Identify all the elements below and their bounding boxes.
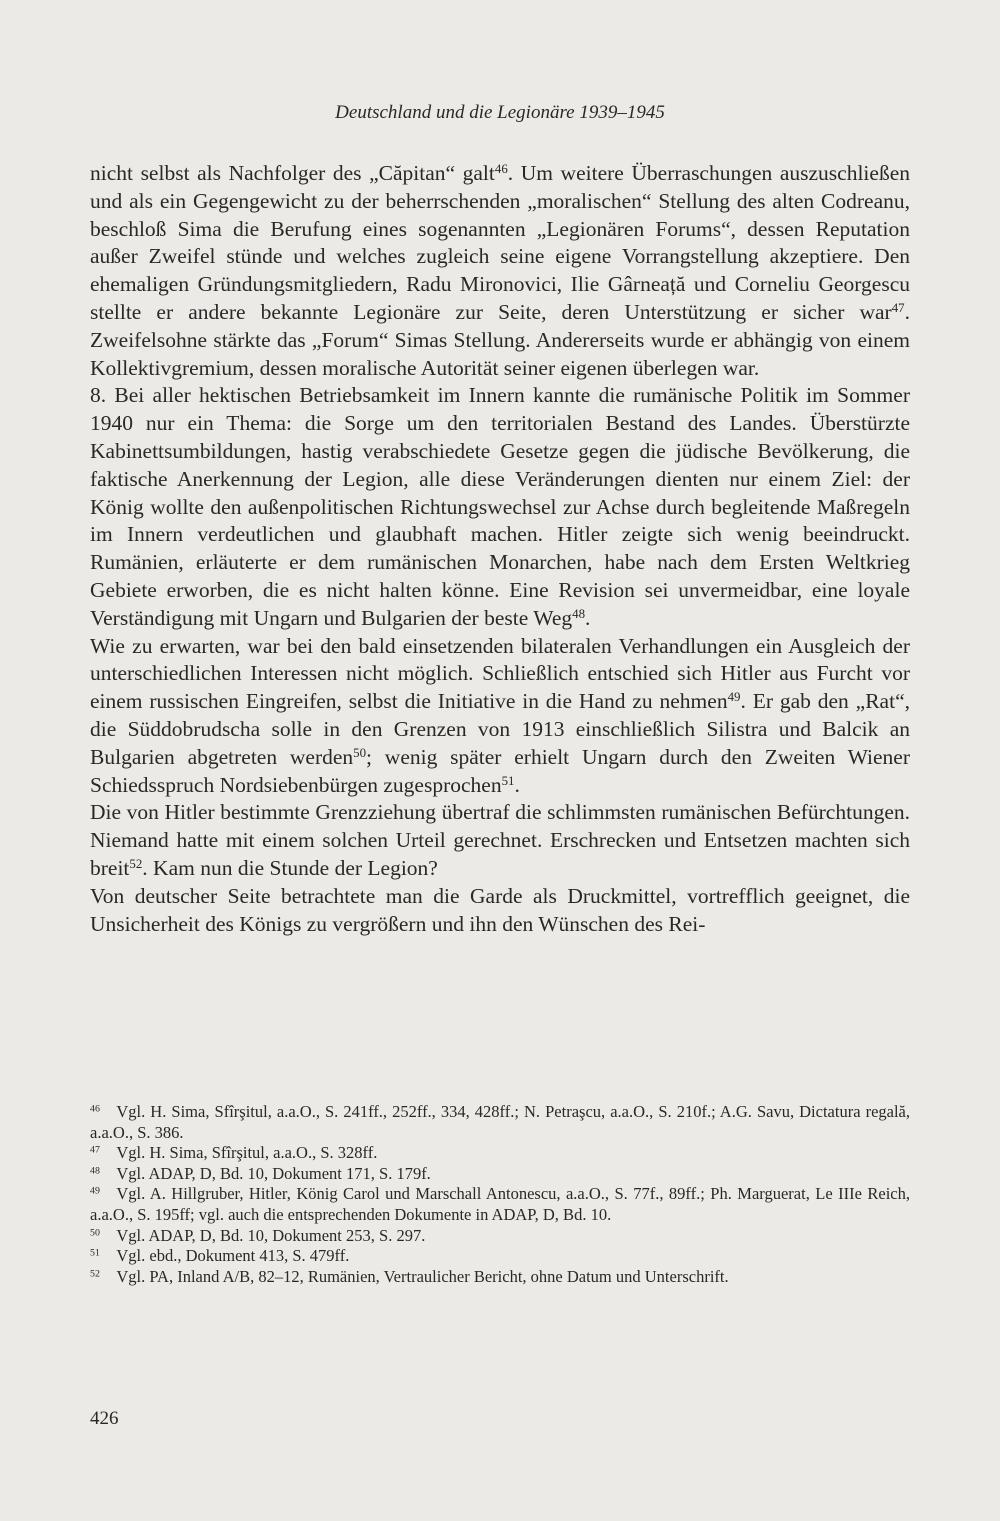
footnote-number: 47	[90, 1144, 100, 1156]
footnote-reference: 49	[727, 690, 741, 705]
footnote-number: 50	[90, 1227, 100, 1239]
footnote-text: Vgl. ADAP, D, Bd. 10, Dokument 253, S. 297.	[116, 1225, 426, 1245]
footnote	[90, 1226, 910, 1247]
text-run: . Um weitere Überraschungen auszuschließen und als ein Gegengewicht zu der beherrschenden „moralischen“ Stellung des alten Codreanu, beschloß Sima die Berufung eines sogenannten „Legionären Forums“, dessen Reputation außer Zweifel stünde und welches zugleich seine eigene Vorrangstellung akzeptiere. Den ehemaligen Gründungsmitgliedern, Radu Mironovici, Ilie Gârneață und Corneliu Georgescu stellte er andere bekannte Legionäre zur Seite, deren Unterstützung er sicher war	[90, 161, 910, 324]
footnote	[90, 1164, 910, 1185]
footnote-reference: 52	[129, 856, 143, 871]
text-run: ; wenig später erhielt Ungarn durch den Zweiten Wiener Schiedsspruch Nordsiebenbürgen zugesprochen	[90, 744, 910, 797]
text-run: . Zweifelsohne stärkte das „Forum“ Simas Stellung. Andererseits wurde er abhängig von einem Kollektivgremium, dessen moralische Autorität seiner eigenen überlegen war.	[90, 299, 910, 380]
footnote	[90, 1143, 910, 1164]
footnote-number: 46	[90, 1103, 100, 1115]
body-paragraph	[90, 160, 910, 382]
body-text	[90, 160, 910, 938]
text-run: Wie zu erwarten, war bei den bald einsetzenden bilateralen Verhandlungen ein Ausgleich der unterschiedlichen Interessen nicht möglich. Schließlich entschied sich Hitler aus Furcht vor einem russischen Eingreifen, selbst die Initiative in die Hand zu nehmen	[90, 633, 910, 714]
footnote-reference: 46	[494, 161, 508, 176]
footnote-number: 52	[90, 1268, 100, 1280]
footnote	[90, 1184, 910, 1225]
text-run: . Kam nun die Stunde der Legion?	[142, 855, 438, 880]
footnote-reference: 48	[572, 606, 586, 621]
body-paragraph	[90, 799, 910, 882]
running-head: Deutschland und die Legionäre 1939–1945	[335, 102, 665, 123]
footnote-number: 48	[90, 1165, 100, 1177]
footnote-text: Vgl. H. Sima, Sfîrşitul, a.a.O., S. 241ff., 252ff., 334, 428ff.; N. Petraşcu, a.a.O., S. 210f.; A.G. Savu, Dictatura regală, a.a.O., S. 386.	[90, 1102, 910, 1142]
body-paragraph	[90, 382, 910, 632]
body-paragraph	[90, 883, 910, 939]
text-run: Von deutscher Seite betrachtete man die Garde als Druckmittel, vortrefflich geeignet, die Unsicherheit des Königs zu vergrößern und ihn den Wünschen des Rei-	[90, 883, 910, 936]
text-run: .	[514, 772, 520, 797]
footnote-number: 49	[90, 1185, 100, 1197]
footnote-text: Vgl. ebd., Dokument 413, S. 479ff.	[116, 1246, 350, 1266]
text-run: nicht selbst als Nachfolger des „Căpitan“ galt	[90, 161, 495, 185]
footnote-reference: 51	[501, 773, 515, 788]
text-run: . Er gab den „Rat“, die Süddobrudscha solle in den Grenzen von 1913 einschließlich Silistra und Balcik an Bulgarien abgetreten werden	[90, 689, 910, 769]
footnote-text: Vgl. H. Sima, Sfîrşitul, a.a.O., S. 328ff.	[116, 1143, 378, 1163]
footnote	[90, 1267, 910, 1288]
footnote-text: Vgl. A. Hillgruber, Hitler, König Carol und Marschall Antonescu, a.a.O., S. 77f., 89ff.; Ph. Marguerat, Le IIIe Reich, a.a.O., S. 195ff; vgl. auch die entsprechenden Dokumente in ADAP, D, Bd. 10.	[90, 1184, 910, 1224]
page-number: 426	[90, 1408, 119, 1429]
text-run: .	[585, 605, 591, 630]
footnote	[90, 1102, 910, 1143]
footnote	[90, 1246, 910, 1267]
footnote-text: Vgl. PA, Inland A/B, 82–12, Rumänien, Vertraulicher Bericht, ohne Datum und Unterschrift.	[116, 1266, 729, 1286]
footnote-number: 51	[90, 1247, 100, 1259]
footnote-reference: 47	[891, 300, 905, 315]
body-paragraph	[90, 633, 910, 800]
text-run: 8. Bei aller hektischen Betriebsamkeit im Innern kannte die rumänische Politik im Sommer 1940 nur ein Thema: die Sorge um den territorialen Bestand des Landes. Überstürzte Kabinettsumbildungen, hastig verabschiedete Gesetze gegen die jüdische Bevölkerung, die faktische Anerkennung der Legion, alle diese Veränderungen dienten nur einem Ziel: der König wollte den außenpolitischen Richtungswechsel zur Achse durch begleitende Maßregeln im Innern verdeutlichen und glaubhaft machen. Hitler zeigte sich wenig beeindruckt. Rumänien, erläuterte er dem rumänischen Monarchen, habe nach dem Ersten Weltkrieg Gebiete erworben, die es nicht halten könne. Eine Revision sei unvermeidbar, eine loyale Verständigung mit Ungarn und Bulgarien der beste Weg	[90, 383, 910, 630]
footnote-text: Vgl. ADAP, D, Bd. 10, Dokument 171, S. 179f.	[116, 1163, 431, 1183]
footnotes	[90, 1102, 910, 1287]
text-run: Die von Hitler bestimmte Grenzziehung übertraf die schlimmsten rumänischen Befürchtungen. Niemand hatte mit einem solchen Urteil gerechnet. Erschrecken und Entsetzen machten sich breit	[90, 800, 910, 880]
footnote-reference: 50	[353, 745, 367, 760]
